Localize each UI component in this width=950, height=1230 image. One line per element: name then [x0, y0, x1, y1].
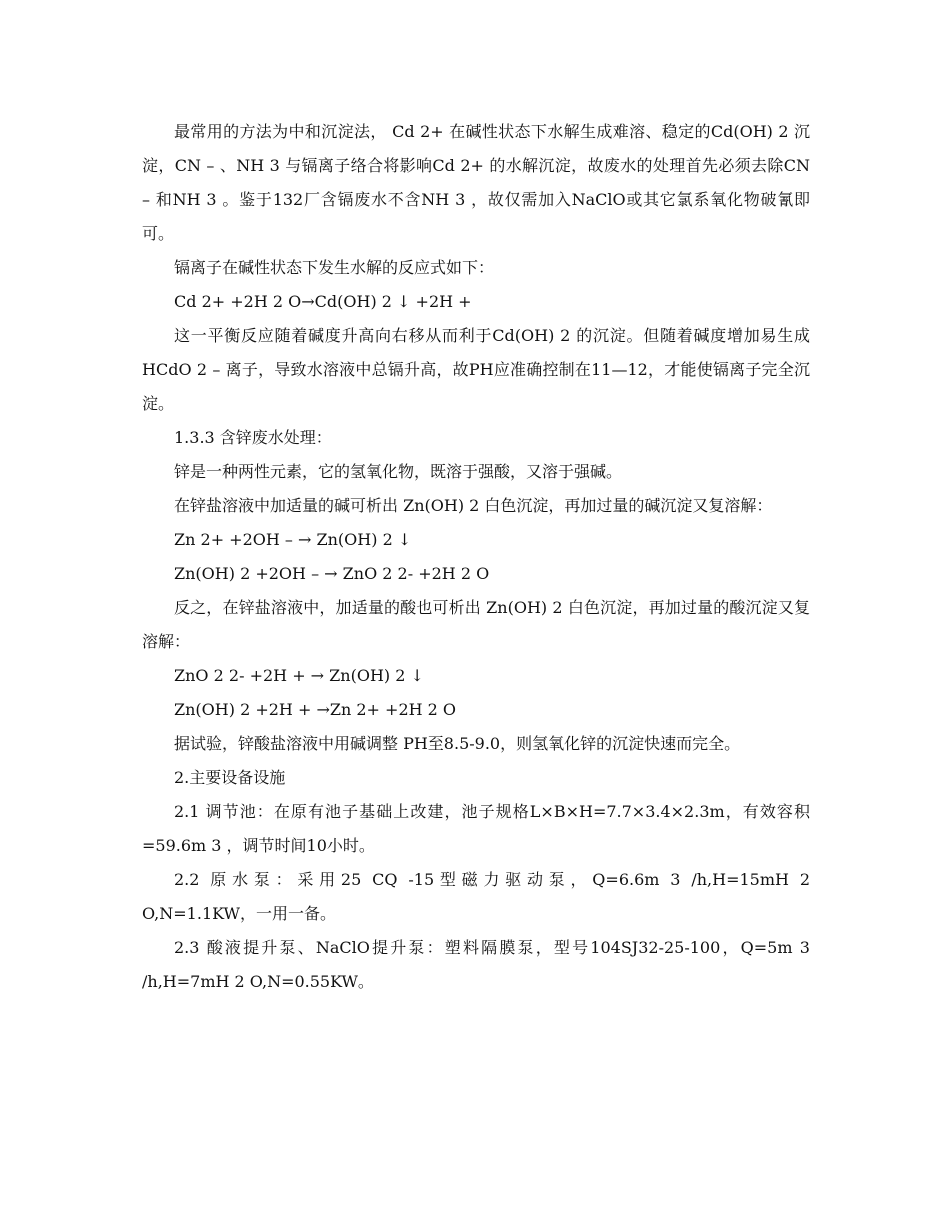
equation-zinc-1: Zn 2+ +2OH – → Zn(OH) 2 ↓ [174, 530, 412, 549]
heading-main-equipment: 2.主要设备设施 [174, 768, 286, 787]
paragraph-cadmium-method: 最常用的方法为中和沉淀法， Cd 2+ 在碱性状态下水解生成难溶、稳定的Cd(OH) 2 沉淀，CN – 、NH 3 与镉离子络合将影响Cd 2+ 的水解沉淀，故废水的处理首先必须去除CN – 和NH 3 。鉴于132厂含镉废水不含NH 3 ，故仅需加入NaClO或其它氯系氧化物破氰即可。 [142, 122, 810, 243]
heading-zinc-wastewater: 1.3.3 含锌废水处理： [174, 428, 332, 447]
paragraph-zinc-alkali: 在锌盐溶液中加适量的碱可析出 Zn(OH) 2 白色沉淀，再加过量的碱沉淀又复溶解： [174, 496, 773, 515]
paragraph-regulating-tank: 2.1 调节池：在原有池子基础上改建，池子规格L×B×H=7.7×3.4×2.3m，有效容积=59.6m 3 ，调节时间10小时。 [142, 802, 810, 855]
equation-zinc-3: ZnO 2 2- +2H + → Zn(OH) 2 ↓ [174, 666, 424, 685]
paragraph-raw-water-pump: 2.2 原水泵：采用25 CQ -15型磁力驱动泵，Q=6.6m 3 /h,H=15mH 2 O,N=1.1KW，一用一备。 [142, 870, 810, 923]
document-body [142, 115, 810, 999]
paragraph-zinc-acid: 反之，在锌盐溶液中，加适量的酸也可析出 Zn(OH) 2 白色沉淀，再加过量的酸沉淀又复溶解： [142, 598, 810, 651]
paragraph-hydrolysis-intro: 镉离子在碱性状态下发生水解的反应式如下： [174, 258, 495, 277]
paragraph-zinc-amphoteric: 锌是一种两性元素，它的氢氧化物，既溶于强酸，又溶于强碱。 [174, 462, 623, 481]
equation-zinc-2: Zn(OH) 2 +2OH – → ZnO 2 2- +2H 2 O [174, 564, 490, 583]
paragraph-equilibrium: 这一平衡反应随着碱度升高向右移从而利于Cd(OH) 2 的沉淀。但随着碱度增加易生成HCdO 2 – 离子，导致水溶液中总镉升高，故PH应准确控制在11—12，才能使镉离子完全沉淀。 [142, 326, 810, 413]
equation-zinc-4: Zn(OH) 2 +2H + →Zn 2+ +2H 2 O [174, 700, 457, 719]
equation-cadmium-hydrolysis: Cd 2+ +2H 2 O→Cd(OH) 2 ↓ +2H + [174, 292, 472, 311]
paragraph-lift-pumps: 2.3 酸液提升泵、NaClO提升泵：塑料隔膜泵，型号104SJ32-25-100，Q=5m 3 /h,H=7mH 2 O,N=0.55KW。 [142, 938, 810, 991]
paragraph-experiment: 据试验，锌酸盐溶液中用碱调整 PH至8.5-9.0，则氢氧化锌的沉淀快速而完全。 [174, 734, 741, 753]
